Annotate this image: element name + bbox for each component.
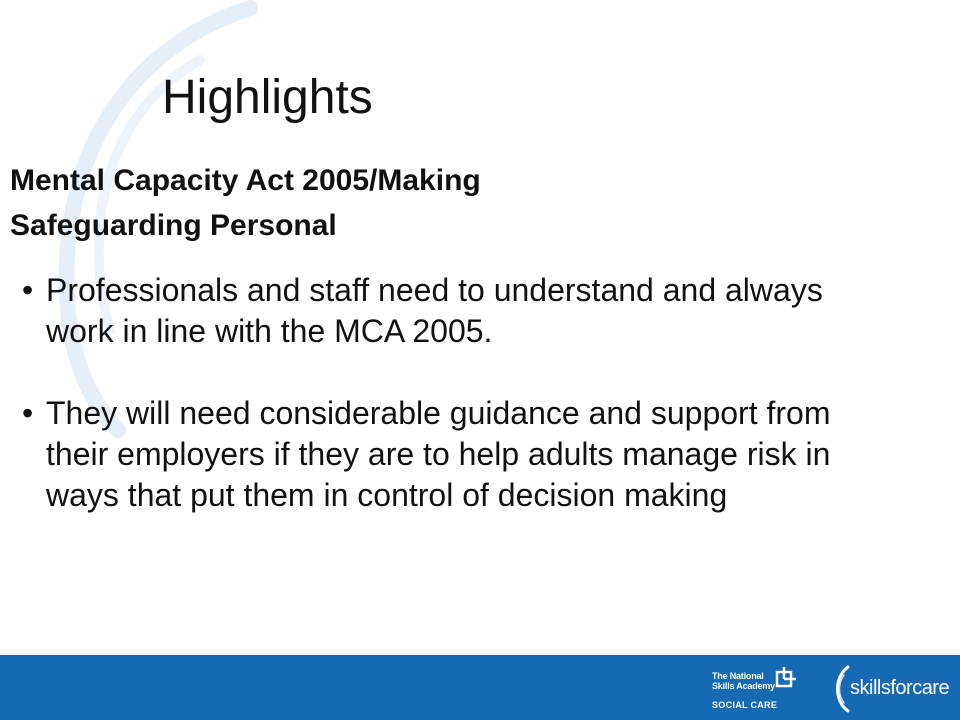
nsa-line-2: Skills Academy: [712, 681, 775, 691]
sfc-part-2: for: [890, 677, 913, 699]
skills-for-care-logo: [832, 663, 957, 715]
bullet-item: [10, 393, 876, 516]
bullet-text: Professionals and staff need to understand and always work in line with the MCA 2005.: [46, 272, 823, 349]
sfc-part-1: skills: [850, 677, 891, 699]
bullet-item: [10, 270, 876, 352]
national-skills-academy-logo: [712, 663, 812, 715]
subtitle-line-2: Safeguarding Personal: [10, 209, 337, 242]
slide-subtitle: [10, 158, 770, 248]
sfc-logo-text: [850, 677, 949, 700]
slide-title: Highlights: [162, 71, 373, 124]
bullet-list: [10, 270, 910, 516]
sfc-swoosh-icon: [832, 663, 852, 715]
footer-bar: [0, 655, 960, 720]
bullet-marker: •: [22, 272, 34, 308]
nsa-line-1: The National: [712, 671, 764, 681]
nsa-square-icon: [774, 667, 796, 689]
nsa-logo-text: [712, 671, 777, 710]
bullet-text: They will need considerable guidance and support from their employers if they are to help adults manage risk in ways that put them in control of decision making: [46, 395, 831, 513]
sfc-part-3: care: [912, 677, 950, 699]
bullet-marker: •: [22, 395, 34, 431]
subtitle-line-1: Mental Capacity Act 2005/Making: [10, 164, 481, 197]
nsa-line-3: SOCIAL CARE: [712, 700, 778, 710]
